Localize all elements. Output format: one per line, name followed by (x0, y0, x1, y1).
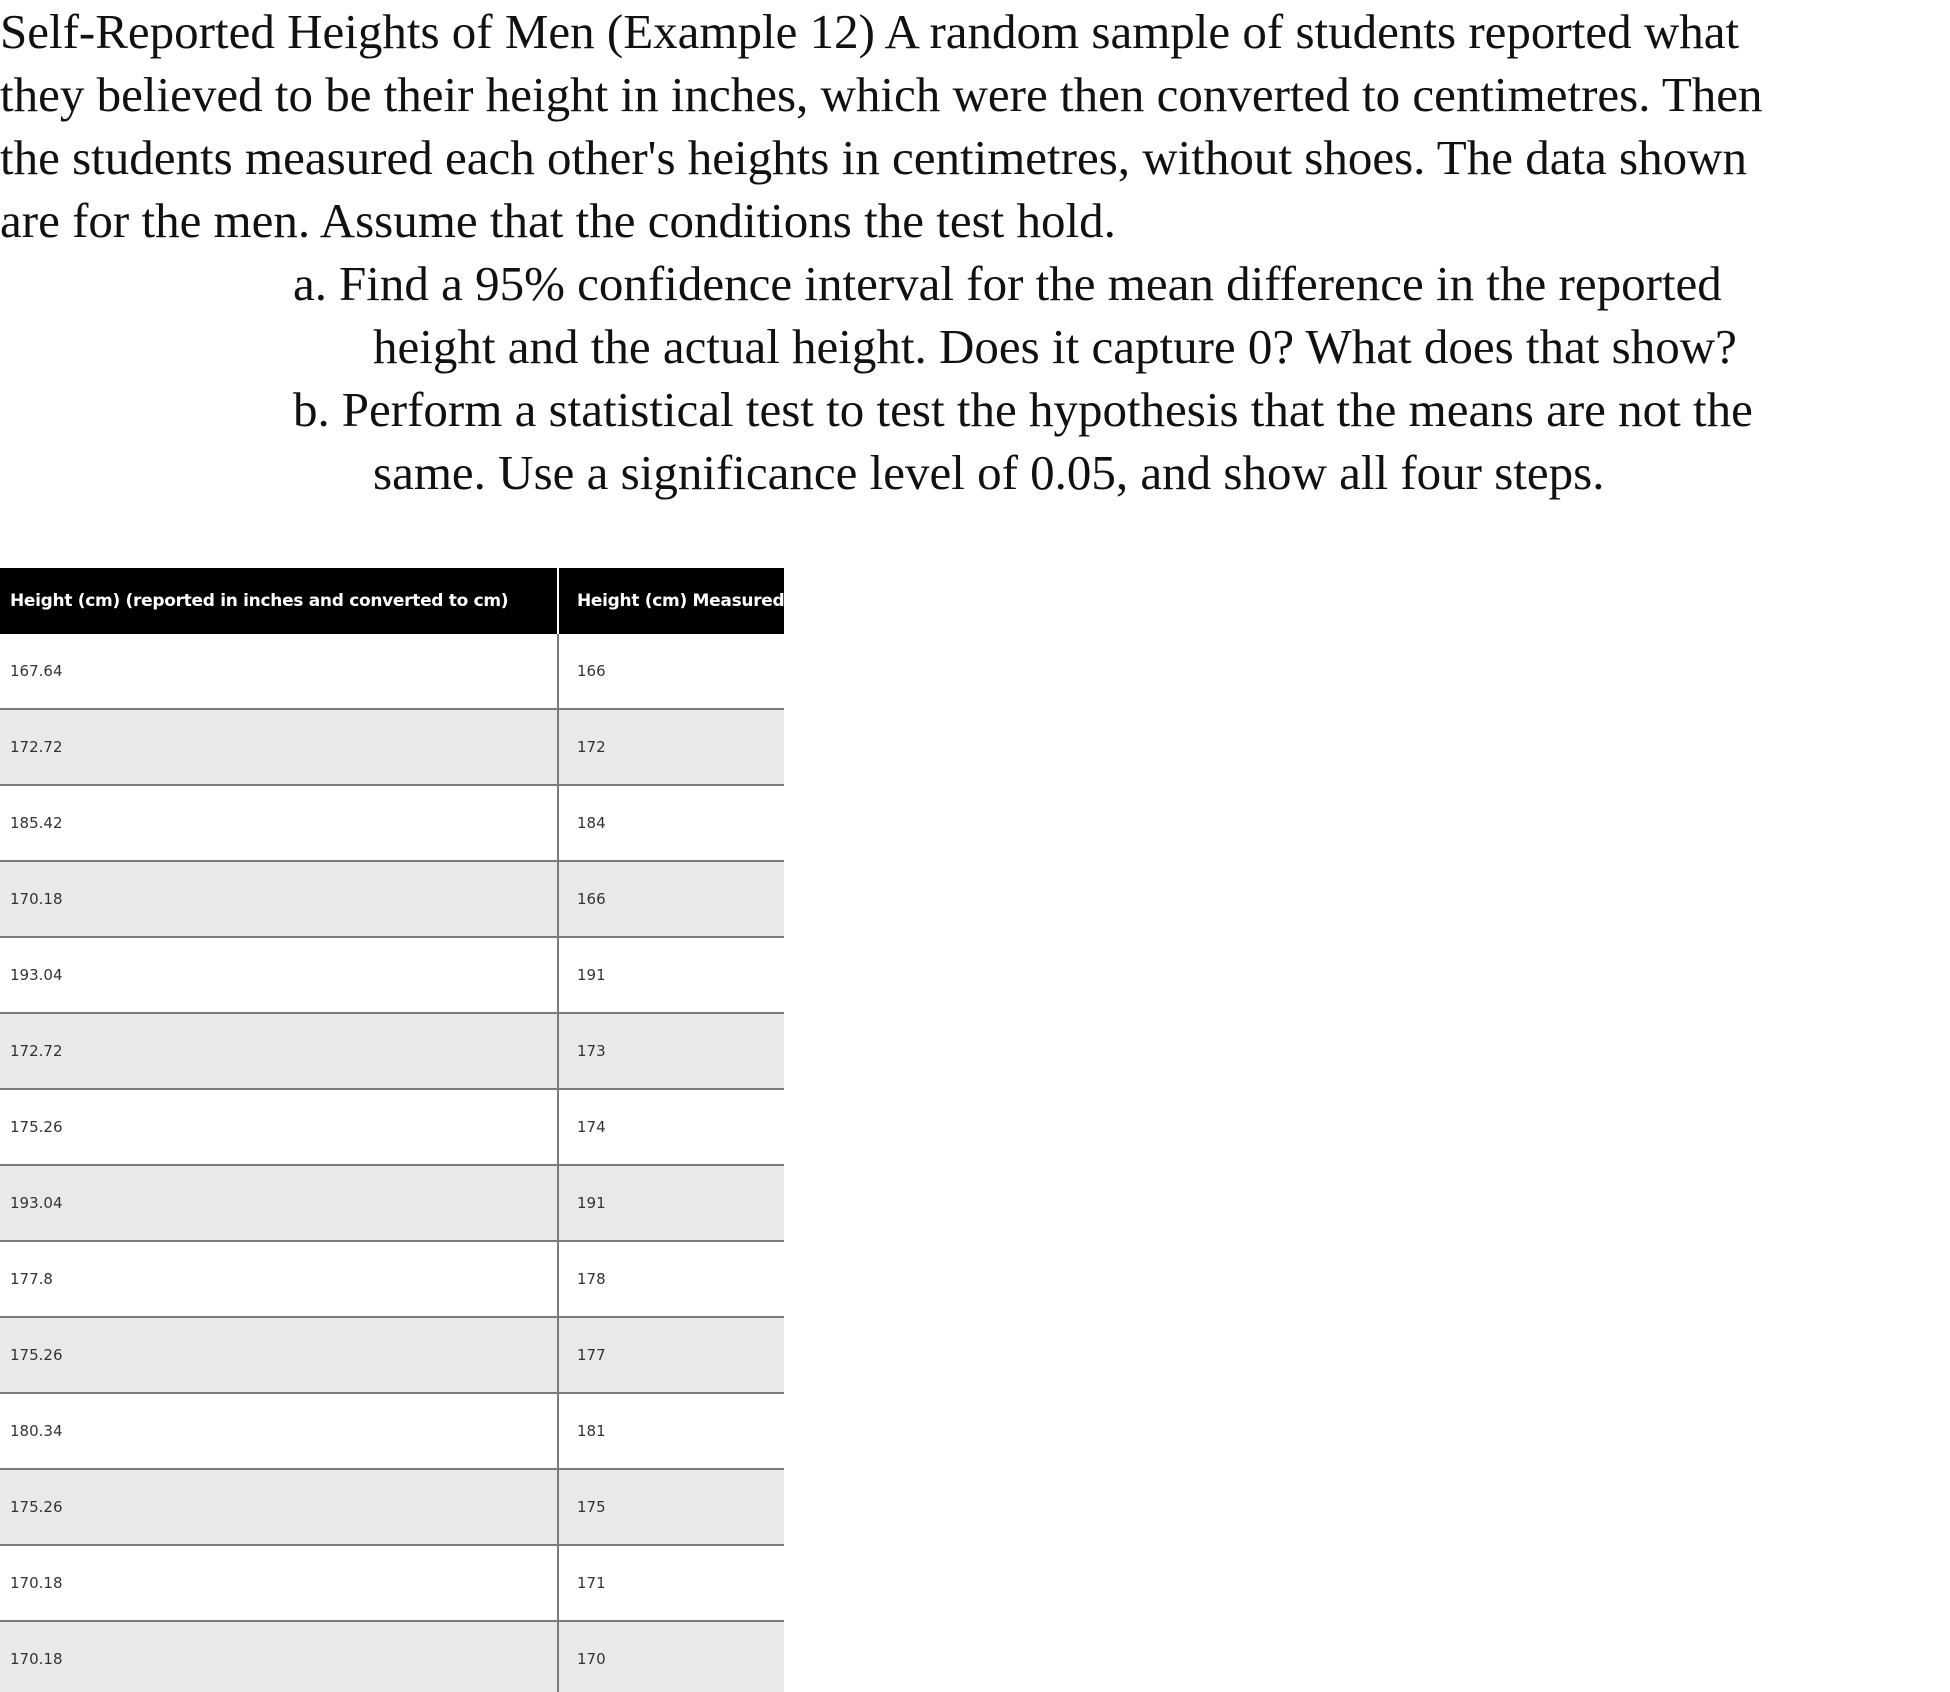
table-row (0, 1393, 784, 1469)
measured-height-cell: 178 (558, 1241, 784, 1317)
reported-height-cell: 170.18 (0, 861, 558, 937)
table-row (0, 1317, 784, 1393)
part-a-text1: Find a 95% confidence interval for the mean difference in the reported (339, 256, 1722, 311)
measured-height-cell: 170 (558, 1621, 784, 1692)
table-row (0, 1621, 784, 1692)
table-row (0, 861, 784, 937)
reported-height-cell: 170.18 (0, 1621, 558, 1692)
reported-height-cell: 167.64 (0, 634, 558, 709)
table-row (0, 1545, 784, 1621)
measured-height-cell: 175 (558, 1469, 784, 1545)
part-a (0, 252, 1950, 378)
part-a-letter: a. (293, 256, 327, 311)
reported-height-cell: 193.04 (0, 937, 558, 1013)
reported-height-cell: 172.72 (0, 1013, 558, 1089)
intro-line: Self-Reported Heights of Men (Example 12) A random sample of students reported what (0, 4, 1740, 59)
reported-height-cell: 175.26 (0, 1089, 558, 1165)
reported-height-cell: 175.26 (0, 1317, 558, 1393)
part-a-line2: height and the actual height. Does it capture 0? What does that show? (373, 319, 1737, 374)
problem-statement (0, 0, 1950, 504)
reported-height-cell: 172.72 (0, 709, 558, 785)
intro-line: are for the men. Assume that the conditions the test hold. (0, 193, 1116, 248)
measured-height-cell: 166 (558, 634, 784, 709)
table-row (0, 1013, 784, 1089)
measured-height-cell: 166 (558, 861, 784, 937)
part-b-line2: same. Use a significance level of 0.05, and show all four steps. (373, 445, 1605, 500)
intro-line: they believed to be their height in inches, which were then converted to centimetres. Then (0, 67, 1763, 122)
column-header-measured: Height (cm) Measured (558, 568, 784, 634)
table-row (0, 1165, 784, 1241)
table-row (0, 937, 784, 1013)
measured-height-cell: 172 (558, 709, 784, 785)
table-row (0, 709, 784, 785)
intro-line: the students measured each other's heights in centimetres, without shoes. The data shown (0, 130, 1748, 185)
table-row (0, 1241, 784, 1317)
reported-height-cell: 177.8 (0, 1241, 558, 1317)
heights-table (0, 568, 784, 1692)
measured-height-cell: 173 (558, 1013, 784, 1089)
measured-height-cell: 174 (558, 1089, 784, 1165)
reported-height-cell: 175.26 (0, 1469, 558, 1545)
reported-height-cell: 185.42 (0, 785, 558, 861)
problem-intro (0, 0, 1930, 252)
measured-height-cell: 191 (558, 1165, 784, 1241)
part-b-text1: Perform a statistical test to test the hypothesis that the means are not the (341, 382, 1753, 437)
part-b (0, 378, 1950, 504)
measured-height-cell: 184 (558, 785, 784, 861)
column-header-reported: Height (cm) (reported in inches and converted to cm) (0, 568, 558, 634)
table-row (0, 634, 784, 709)
table-header-row (0, 568, 784, 634)
problem-parts (0, 252, 1950, 504)
measured-height-cell: 181 (558, 1393, 784, 1469)
table-body (0, 634, 784, 1692)
measured-height-cell: 177 (558, 1317, 784, 1393)
table-row (0, 1089, 784, 1165)
part-b-line1 (293, 378, 1950, 441)
heights-table-container (0, 568, 784, 1692)
table-row (0, 785, 784, 861)
reported-height-cell: 193.04 (0, 1165, 558, 1241)
table-row (0, 1469, 784, 1545)
measured-height-cell: 191 (558, 937, 784, 1013)
part-a-line1 (293, 252, 1950, 315)
reported-height-cell: 170.18 (0, 1545, 558, 1621)
reported-height-cell: 180.34 (0, 1393, 558, 1469)
part-b-letter: b. (293, 382, 330, 437)
measured-height-cell: 171 (558, 1545, 784, 1621)
